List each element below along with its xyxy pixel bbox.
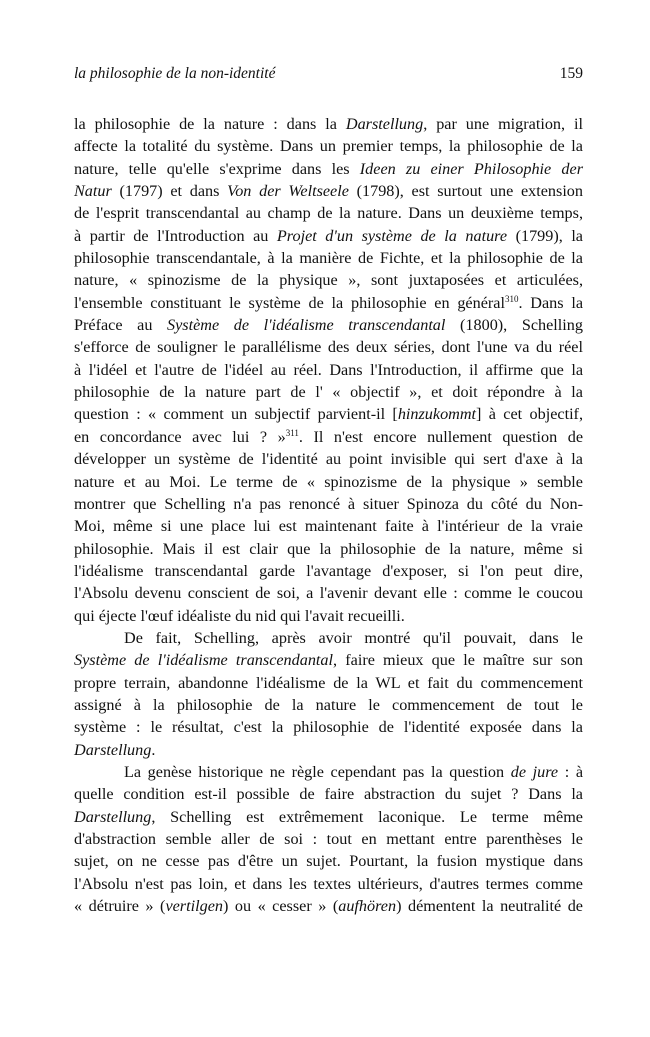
text-run: , par une migration, il [423, 115, 583, 133]
italic-text: Natur [74, 182, 112, 201]
text-run: affecte la totalité du système. Dans un premier temps, la philosophie de la [74, 137, 583, 156]
text-line [74, 336, 583, 358]
italic-text: aufhören [338, 897, 397, 916]
text-run: en concordance avec lui ? » [74, 427, 286, 446]
text-run: philosophie. Mais il est clair que la philosophie de la nature, même si [74, 539, 583, 558]
italic-text: Darstellung [74, 807, 152, 826]
text-run: l'Absolu n'est pas loin, et dans les textes ultérieurs, d'autres termes comme [74, 874, 583, 893]
text-run: . [151, 740, 156, 759]
text-run: la philosophie de la nature : dans la [74, 115, 346, 133]
italic-text: Projet d'un système de la nature [276, 226, 508, 245]
footnote-ref: 311 [285, 427, 299, 438]
text-run: nature et au Moi. Le terme de « spinozisme de la physique » semble [74, 472, 583, 491]
text-line [74, 582, 583, 604]
text-line [74, 225, 583, 247]
text-run: ] à cet objectif, [476, 405, 583, 424]
text-run: qui éjecte l'œuf idéaliste du nid qui l'avait recueilli. [74, 606, 405, 625]
italic-text: hinzukommt [397, 405, 477, 424]
text-run: nature, telle qu'elle s'exprime dans les [74, 159, 360, 178]
text-line [74, 292, 583, 314]
text-line [74, 739, 583, 761]
text-run: l'ensemble constituant le système de la philosophie en général [74, 293, 505, 312]
text-run: à l'idéel et l'autre de l'idéel au réel. Dans l'Introduction, il affirme que la [74, 360, 583, 379]
running-head [74, 64, 583, 84]
text-run: . Il n'est encore nullement question de [298, 427, 584, 446]
text-run: assigné à la philosophie de la nature le commencement de tout le [74, 695, 583, 714]
text-line [74, 627, 583, 649]
text-run: La genèse historique ne règle cependant pas la question [124, 762, 511, 781]
text-run: philosophie transcendantale, à la manière de Fichte, et la philosophie de la [74, 249, 583, 268]
italic-text: de jure [510, 762, 559, 781]
text-run: : à [558, 762, 583, 781]
text-line [74, 649, 583, 671]
text-line [74, 269, 583, 291]
page-number: 159 [559, 65, 583, 82]
text-run: nature, « spinozisme de la physique », sont juxtaposées et articulées, [74, 271, 583, 290]
text-run: ) démentent la neutralité de [396, 897, 583, 916]
text-line [74, 560, 583, 582]
text-line [74, 672, 583, 694]
italic-text: Darstellung [74, 740, 152, 759]
text-run: philosophie de la nature part de l' « objectif », et doit répondre à la [74, 383, 583, 402]
text-run: Préface au [74, 316, 168, 335]
text-line [74, 381, 583, 403]
text-run: de l'esprit transcendantal au champ de la nature. Dans un deuxième temps, [74, 204, 583, 223]
text-run: Moi, même si une place lui est maintenant faite à l'intérieur de la vraie [74, 517, 583, 536]
text-line [74, 113, 583, 135]
text-line [74, 694, 583, 716]
text-line [74, 873, 583, 895]
italic-text: Système de l'idéalisme transcendantal [167, 316, 446, 335]
text-line [74, 895, 583, 917]
body-text [74, 113, 583, 917]
text-run: (1797) et dans [111, 182, 228, 201]
text-line [74, 135, 583, 157]
text-run: sujet, on ne cesse pas d'être un sujet. Pourtant, la fusion mystique dans [74, 852, 583, 871]
text-run: (1798), est surtout une extension [348, 182, 583, 201]
italic-text: Von der Weltseele [227, 182, 349, 201]
text-run: propre terrain, abandonne l'idéalisme de la WL et fait du commencement [74, 673, 583, 692]
text-line [74, 471, 583, 493]
text-line [74, 403, 583, 425]
running-title: la philosophie de la non-identité [74, 65, 276, 82]
text-run: s'efforce de souligner le parallélisme des deux séries, dont l'une va du réel [74, 338, 583, 357]
text-line [74, 605, 583, 627]
italic-text: vertilgen [165, 897, 223, 916]
text-run: , Schelling est extrêmement laconique. Le terme même [151, 807, 583, 826]
text-run: De fait, Schelling, après avoir montré qu'il pouvait, dans le [124, 628, 583, 647]
italic-text: Darstellung [345, 115, 424, 133]
text-run: l'Absolu devenu conscient de soi, a l'avenir devant elle : comme le coucou [74, 584, 583, 603]
text-run: ) ou « cesser » ( [222, 897, 339, 916]
text-run: quelle condition est-il possible de faire abstraction du sujet ? Dans la [74, 785, 583, 804]
text-run: « détruire » ( [74, 897, 166, 916]
text-line [74, 828, 583, 850]
text-run: système : le résultat, c'est la philosophie de l'identité exposée dans la [74, 718, 583, 737]
text-line [74, 783, 583, 805]
text-run: (1799), la [507, 226, 583, 245]
text-line [74, 247, 583, 269]
text-run: , faire mieux que le maître sur son [333, 651, 584, 670]
text-run: question : « comment un subjectif parvient-il [ [74, 405, 398, 424]
text-run: d'abstraction semble aller de soi : tout en mettant entre parenthèses le [74, 830, 583, 848]
text-line [74, 359, 583, 381]
text-line [74, 716, 583, 738]
text-line [74, 850, 583, 872]
text-line [74, 426, 583, 448]
text-run: à partir de l'Introduction au [74, 226, 277, 245]
text-line [74, 314, 583, 336]
text-line [74, 806, 583, 828]
text-run: . Dans la [518, 293, 584, 312]
footnote-ref: 310 [504, 293, 519, 304]
text-line [74, 202, 583, 224]
text-line [74, 538, 583, 560]
italic-text: Ideen zu einer Philosophie der [359, 159, 583, 178]
text-line [74, 493, 583, 515]
text-run: (1800), Schelling [445, 316, 583, 335]
text-line [74, 515, 583, 537]
italic-text: Système de l'idéalisme transcendantal [74, 651, 334, 670]
text-run: développer un système de l'identité au point invisible qui sert d'axe à la [74, 450, 583, 469]
text-line [74, 158, 583, 180]
text-run: montrer que Schelling n'a pas renoncé à situer Spinoza du côté du Non- [74, 494, 583, 513]
text-line [74, 761, 583, 783]
text-line [74, 448, 583, 470]
text-run: l'idéalisme transcendantal garde l'avantage d'exposer, si l'on peut dire, [74, 561, 583, 580]
text-line [74, 180, 583, 202]
